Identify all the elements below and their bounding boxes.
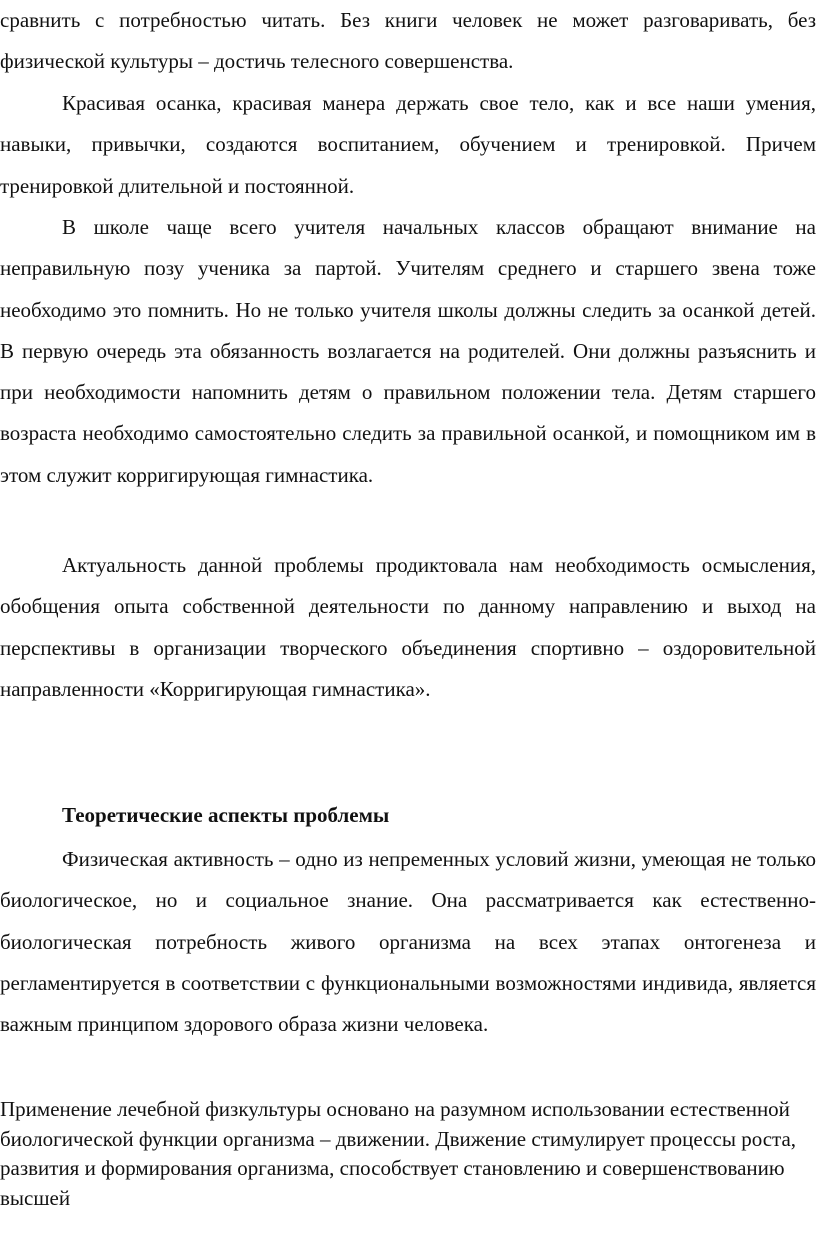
section-heading: Теоретические аспекты проблемы [62, 803, 390, 827]
paragraph-exercise-therapy: Применение лечебной физкультуры основано на разумном использовании естественной биологической функции организма – движении. Движение стимулирует процессы роста, развития и формирования организма, способствует становлению и совершенствованию высшей [0, 1097, 797, 1210]
paragraph-continuation: сравнить с потребностью читать. Без книги человек не может разговаривать, без физической культуры – достичь телесного совершенства. [0, 8, 816, 74]
paragraph-physical-activity: Физическая активность – одно из непременных условий жизни, умеющая не только биологическое, но и социальное знание. Она рассматривается как естественно-биологическая потребность живого организма на всех этапах онтогенеза и регламентируется в соответствии с функциональными возможностями индивида, является важным принципом здорового образа жизни человека. [0, 847, 816, 1037]
paragraph-school-teachers: В школе чаще всего учителя начальных классов обращают внимание на неправильную позу ученика за партой. Учителям среднего и старшего звена тоже необходимо это помнить. Но не только учителя школы должны следить за осанкой детей. В первую очередь эта обязанность возлагается на родителей. Они должны разъяснить и при необходимости напомнить детям о правильном положении тела. Детям старшего возраста необходимо самостоятельно следить за правильной осанкой, и помощником им в этом служит корригирующая гимнастика. [0, 215, 816, 487]
paragraph-posture: Красивая осанка, красивая манера держать свое тело, как и все наши умения, навыки, привычки, создаются воспитанием, обучением и тренировкой. Причем тренировкой длительной и постоянной. [0, 91, 816, 198]
paragraph-relevance: Актуальность данной проблемы продиктовала нам необходимость осмысления, обобщения опыта собственной деятельности по данному направлению и выход на перспективы в организации творческого объединения спортивно – оздоровительной направленности «Корригирующая гимнастика». [0, 553, 816, 701]
